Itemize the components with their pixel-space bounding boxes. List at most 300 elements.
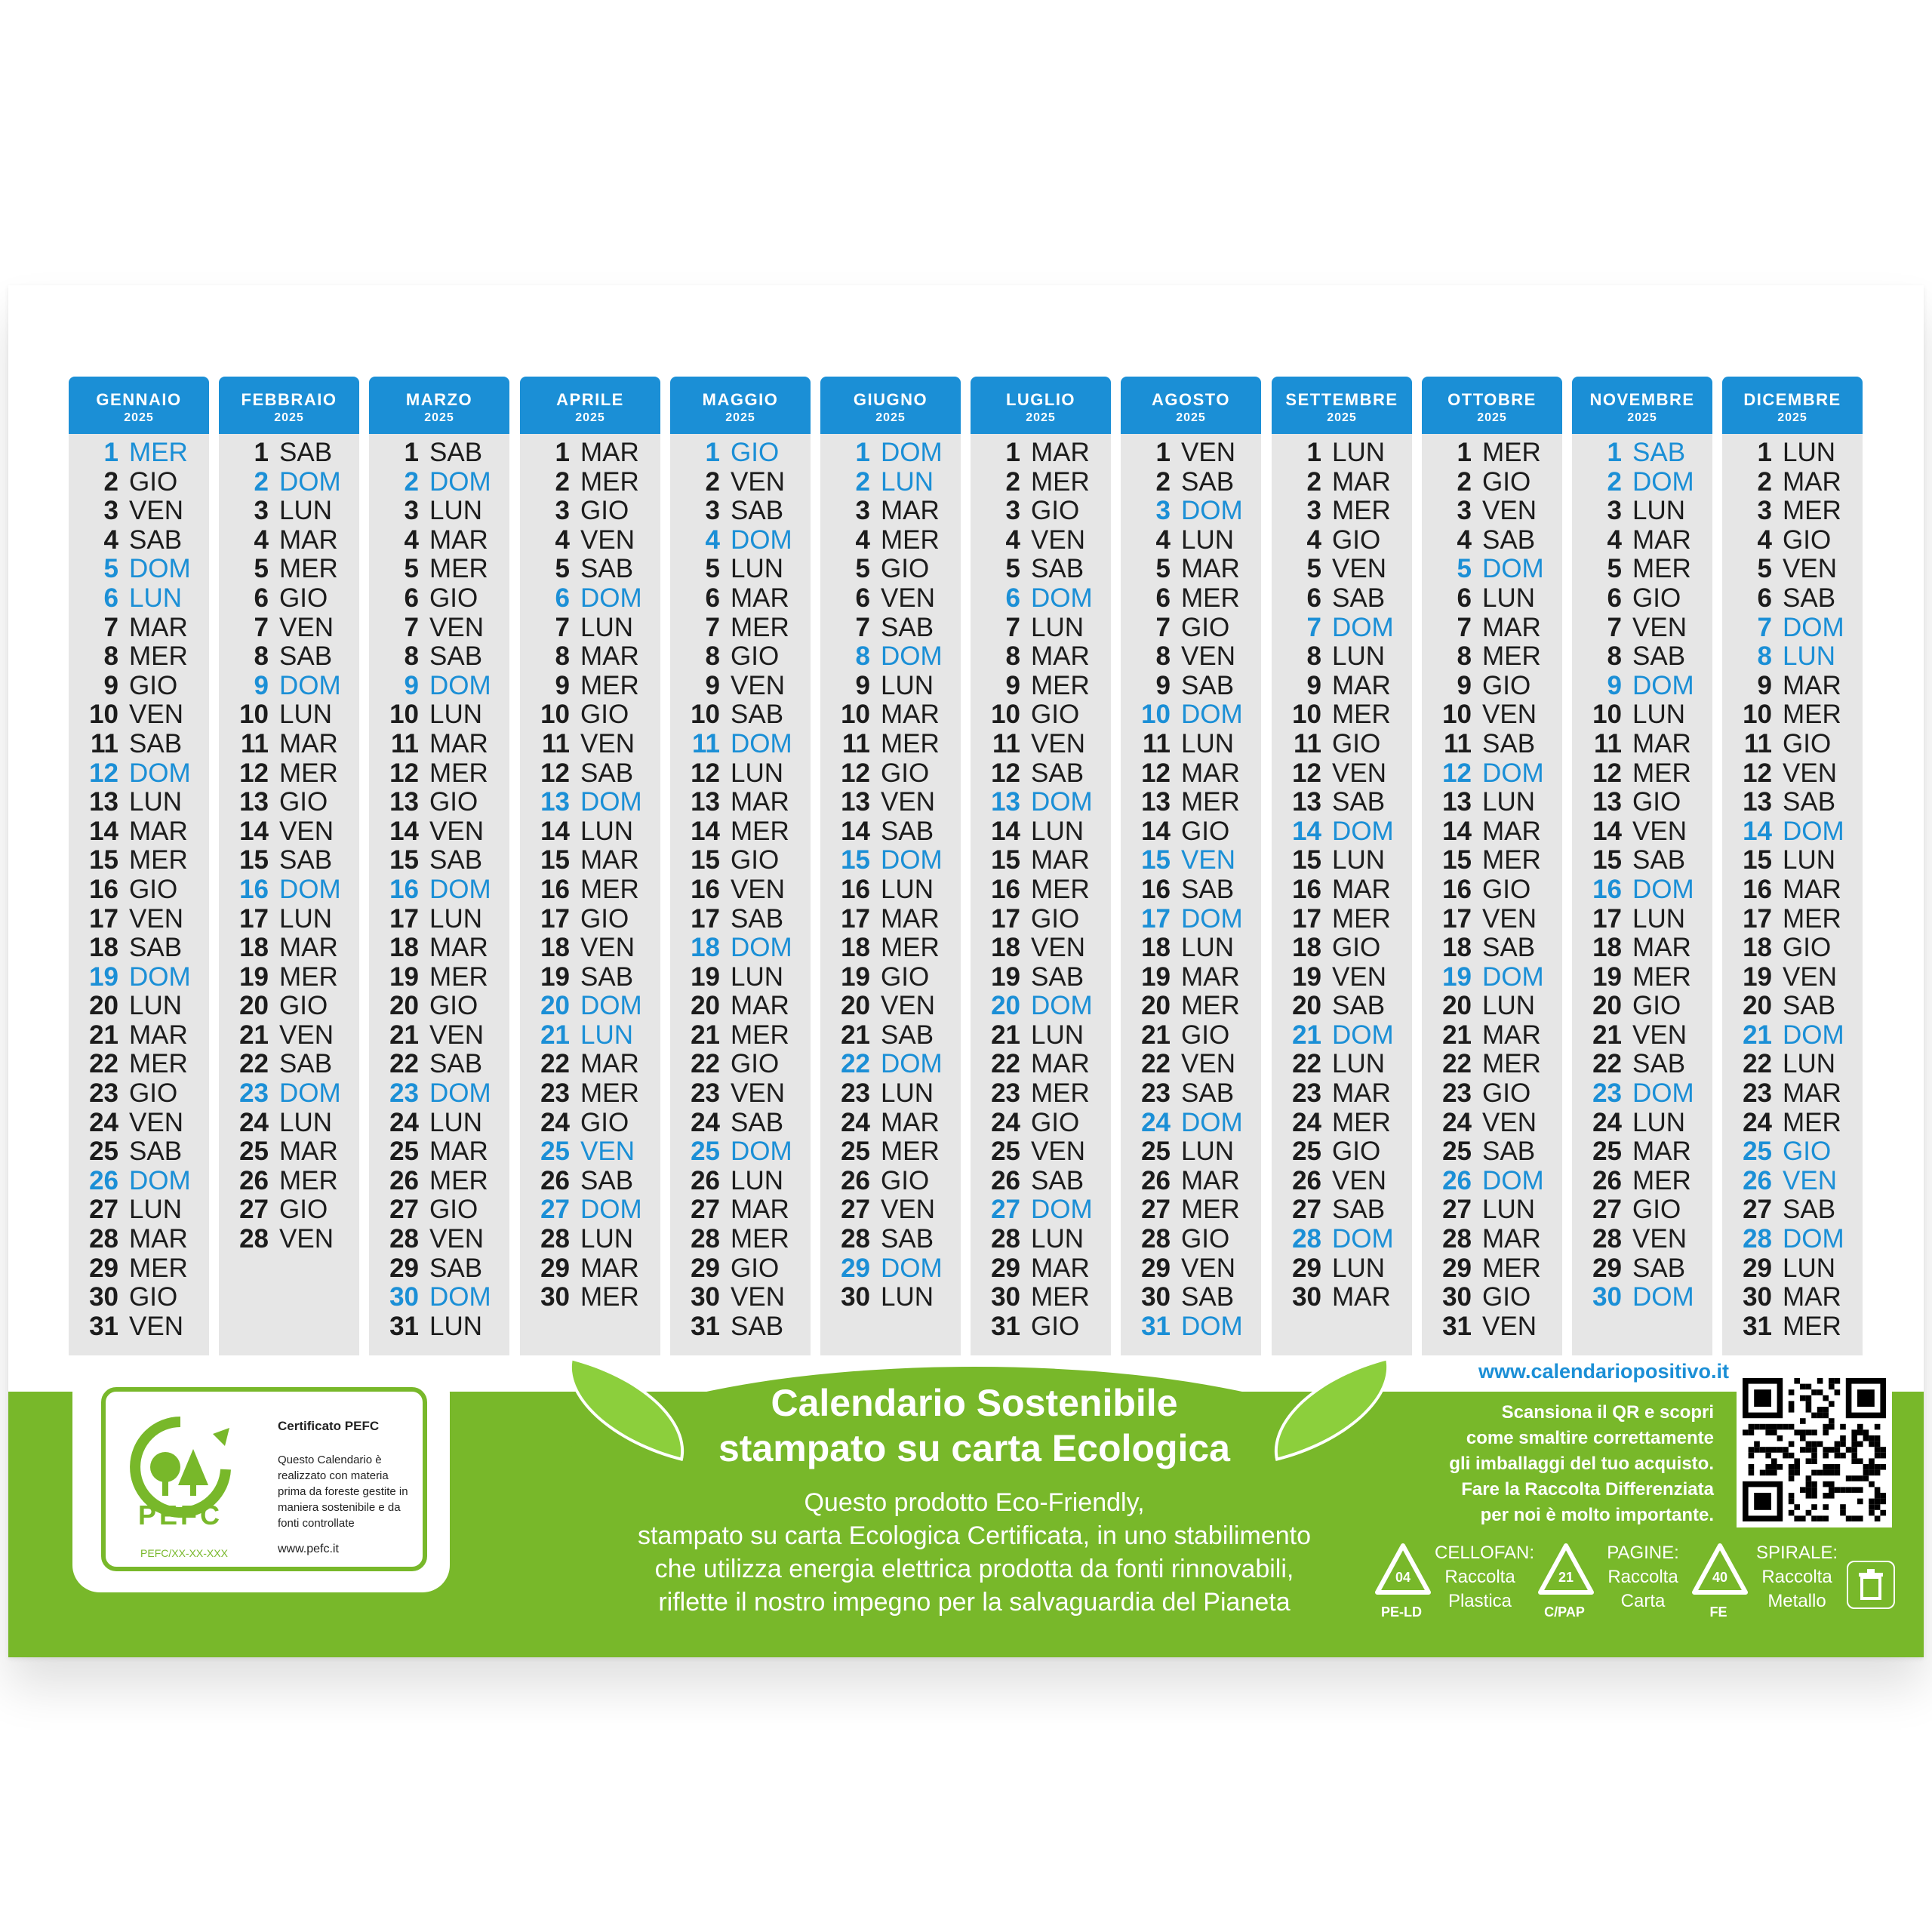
day-weekday: DOM <box>1632 466 1694 497</box>
day-weekday: MAR <box>881 903 940 934</box>
day-weekday: MER <box>1181 583 1240 613</box>
day-row <box>820 642 961 672</box>
month-name: MAGGIO <box>702 390 779 409</box>
day-row <box>1121 642 1261 672</box>
month-year: 2025 <box>575 411 605 424</box>
day-row <box>219 1109 359 1138</box>
day-number: 17 <box>389 903 419 934</box>
day-number: 26 <box>1743 1165 1772 1195</box>
day-row <box>820 934 961 963</box>
month-year: 2025 <box>1176 411 1206 424</box>
day-weekday: SAB <box>881 1020 934 1050</box>
day-number: 22 <box>991 1049 1020 1079</box>
day-number: 23 <box>991 1078 1020 1109</box>
day-row <box>971 1283 1111 1312</box>
day-row <box>1121 905 1261 934</box>
day-number: 27 <box>841 1195 870 1225</box>
day-row <box>1121 934 1261 963</box>
day-weekday: VEN <box>1783 1165 1837 1195</box>
day-number: 21 <box>841 1020 870 1050</box>
day-row <box>971 614 1111 643</box>
day-weekday: DOM <box>1181 700 1243 730</box>
day-weekday: LUN <box>279 496 333 526</box>
day-row <box>1422 730 1562 759</box>
day-row <box>69 934 209 963</box>
day-weekday: MAR <box>881 496 940 526</box>
day-weekday: MAR <box>279 728 338 758</box>
day-weekday: DOM <box>1482 1165 1544 1195</box>
day-weekday: SAB <box>1482 933 1536 963</box>
day-number: 14 <box>540 816 570 846</box>
day-weekday: MAR <box>429 525 488 555</box>
day-row <box>1272 497 1412 526</box>
day-number: 30 <box>1141 1282 1171 1312</box>
qr-code[interactable] <box>1737 1372 1892 1527</box>
day-row <box>971 730 1111 759</box>
month-name: FEBBRAIO <box>241 390 337 409</box>
month-column <box>369 377 509 1355</box>
day-weekday: SAB <box>1632 1049 1686 1079</box>
pefc-certificate-frame <box>101 1387 427 1571</box>
day-number: 17 <box>1292 903 1321 934</box>
day-number: 15 <box>691 845 720 875</box>
day-number: 26 <box>239 1165 269 1195</box>
day-number: 1 <box>1757 438 1772 467</box>
pefc-logo-text: PEFC <box>137 1500 223 1526</box>
day-weekday: GIO <box>731 845 780 875</box>
month-year: 2025 <box>1477 411 1507 424</box>
month-header <box>1572 377 1712 434</box>
day-weekday: MER <box>279 1165 338 1195</box>
day-row <box>369 846 509 875</box>
day-number: 6 <box>855 583 870 613</box>
month-header <box>369 377 509 434</box>
day-number: 16 <box>389 874 419 904</box>
day-row <box>369 1079 509 1109</box>
day-number: 19 <box>991 961 1020 992</box>
qr-caption-line: come smaltire correttamente <box>1466 1428 1714 1448</box>
day-weekday: SAB <box>1181 1282 1235 1312</box>
day-weekday: GIO <box>1031 1311 1080 1341</box>
day-number: 6 <box>1155 583 1171 613</box>
month-column <box>1272 377 1412 1355</box>
day-number: 19 <box>1141 961 1171 992</box>
day-weekday: MAR <box>279 933 338 963</box>
day-row <box>369 555 509 584</box>
day-weekday: SAB <box>1783 1195 1836 1225</box>
day-row <box>1422 905 1562 934</box>
day-row <box>1722 1312 1863 1342</box>
day-number: 24 <box>1743 1107 1772 1137</box>
certificate-text: Questo Calendario è realizzato con materia prima da foreste gestite in maniera sostenibile e da fonti controllate <box>278 1454 408 1530</box>
day-weekday: VEN <box>1783 758 1837 788</box>
day-row <box>219 672 359 701</box>
day-weekday: SAB <box>429 1253 483 1283</box>
day-number: 31 <box>389 1311 419 1341</box>
day-weekday: GIO <box>129 1078 178 1109</box>
month-days <box>1572 434 1712 1355</box>
day-number: 21 <box>991 1020 1020 1050</box>
day-number: 11 <box>1444 728 1472 758</box>
day-row <box>1572 672 1712 701</box>
day-row <box>670 817 811 847</box>
day-number: 27 <box>389 1195 419 1225</box>
day-row <box>1422 700 1562 730</box>
day-weekday: GIO <box>1181 612 1230 642</box>
day-number: 1 <box>1457 438 1472 467</box>
day-number: 24 <box>991 1107 1020 1137</box>
trash-bin-icon <box>1847 1561 1895 1609</box>
day-weekday: LUN <box>580 1020 634 1050</box>
day-weekday: DOM <box>1632 670 1694 700</box>
day-row <box>670 438 811 468</box>
day-weekday: VEN <box>1031 1137 1085 1167</box>
day-weekday: SAB <box>1482 728 1536 758</box>
day-number: 30 <box>1743 1282 1772 1312</box>
day-weekday: DOM <box>429 466 491 497</box>
day-row <box>1272 672 1412 701</box>
day-weekday: VEN <box>1332 1165 1386 1195</box>
month-days <box>369 434 509 1355</box>
day-row <box>1722 555 1863 584</box>
day-row <box>520 1079 660 1109</box>
day-number: 7 <box>1155 612 1171 642</box>
month-days <box>219 434 359 1355</box>
day-weekday: MER <box>1031 466 1090 497</box>
day-number: 27 <box>1592 1195 1622 1225</box>
day-weekday: MAR <box>580 1253 639 1283</box>
day-number: 18 <box>89 933 118 963</box>
day-number: 13 <box>841 787 870 817</box>
day-row <box>1272 817 1412 847</box>
day-number: 15 <box>1292 845 1321 875</box>
day-number: 7 <box>404 612 419 642</box>
day-number: 28 <box>389 1224 419 1254</box>
day-weekday: LUN <box>1031 1020 1084 1050</box>
pefc-code: PEFC/XX-XX-XXX <box>140 1547 228 1559</box>
day-weekday: MAR <box>129 1020 188 1050</box>
day-weekday: VEN <box>1482 1107 1537 1137</box>
day-number: 16 <box>691 874 720 904</box>
day-weekday: LUN <box>731 554 784 584</box>
day-number: 20 <box>1292 991 1321 1021</box>
day-number: 3 <box>254 496 269 526</box>
day-number: 15 <box>1442 845 1472 875</box>
day-weekday: GIO <box>429 787 478 817</box>
day-row <box>1121 468 1261 497</box>
day-number: 24 <box>1442 1107 1472 1137</box>
footer-body-line: riflette il nostro impegno per la salvaguardia del Pianeta <box>658 1588 1291 1617</box>
month-days <box>1121 434 1261 1355</box>
day-weekday: LUN <box>881 466 934 497</box>
day-weekday: VEN <box>1031 933 1085 963</box>
qr-caption-line: gli imballaggi del tuo acquisto. <box>1449 1454 1714 1474</box>
day-number: 9 <box>1306 670 1321 700</box>
day-number: 4 <box>404 525 419 555</box>
day-row <box>1722 934 1863 963</box>
day-weekday: SAB <box>731 1107 784 1137</box>
day-number: 3 <box>555 496 570 526</box>
day-weekday: MAR <box>1332 1078 1391 1109</box>
day-number: 29 <box>991 1253 1020 1283</box>
day-number: 6 <box>1005 583 1020 613</box>
day-number: 22 <box>1592 1049 1622 1079</box>
day-row <box>971 700 1111 730</box>
day-number: 16 <box>1442 874 1472 904</box>
day-number: 1 <box>555 438 570 467</box>
day-number: 1 <box>1607 438 1622 467</box>
day-row <box>1272 642 1412 672</box>
day-row <box>369 934 509 963</box>
day-number: 30 <box>89 1282 118 1312</box>
day-weekday: GIO <box>129 874 178 904</box>
day-number: 5 <box>1155 554 1171 584</box>
day-row <box>219 905 359 934</box>
day-row <box>1722 1079 1863 1109</box>
day-weekday: VEN <box>580 525 635 555</box>
day-number: 14 <box>841 816 870 846</box>
day-weekday: GIO <box>1632 787 1681 817</box>
day-weekday: MER <box>580 874 639 904</box>
day-weekday: MER <box>580 1078 639 1109</box>
day-row <box>670 1195 811 1225</box>
day-weekday: MAR <box>881 700 940 730</box>
day-number: 29 <box>1592 1253 1622 1283</box>
day-weekday: DOM <box>1181 1107 1243 1137</box>
day-weekday: LUN <box>580 1224 634 1254</box>
day-row <box>520 642 660 672</box>
day-row <box>1572 1021 1712 1051</box>
day-row <box>670 614 811 643</box>
day-row <box>1422 1137 1562 1167</box>
day-number: 28 <box>1592 1224 1622 1254</box>
day-weekday: SAB <box>429 641 483 672</box>
day-weekday: SAB <box>881 612 934 642</box>
certificate-url[interactable]: www.pefc.it <box>278 1543 339 1555</box>
day-weekday: MER <box>580 1282 639 1312</box>
day-row <box>219 1021 359 1051</box>
day-weekday: VEN <box>1181 1049 1235 1079</box>
day-row <box>971 1225 1111 1254</box>
day-weekday: VEN <box>580 933 635 963</box>
day-weekday: VEN <box>731 874 785 904</box>
day-row <box>820 1079 961 1109</box>
day-number: 14 <box>239 816 269 846</box>
day-row <box>971 642 1111 672</box>
day-weekday: SAB <box>1332 787 1386 817</box>
day-weekday: LUN <box>1332 845 1386 875</box>
day-weekday: VEN <box>129 1107 183 1137</box>
day-number: 20 <box>1141 991 1171 1021</box>
day-weekday: MAR <box>1482 1224 1541 1254</box>
day-weekday: VEN <box>429 612 484 642</box>
day-row <box>369 614 509 643</box>
day-row <box>1722 700 1863 730</box>
day-weekday: LUN <box>429 700 483 730</box>
day-weekday: MER <box>129 1253 188 1283</box>
day-weekday: LUN <box>1181 933 1235 963</box>
day-number: 30 <box>691 1282 720 1312</box>
day-row <box>69 468 209 497</box>
day-row <box>971 1195 1111 1225</box>
day-weekday: GIO <box>1482 874 1531 904</box>
day-weekday: SAB <box>1332 1195 1386 1225</box>
day-weekday: MAR <box>1181 758 1240 788</box>
day-row <box>369 788 509 817</box>
day-row <box>1422 1283 1562 1312</box>
day-number: 11 <box>992 728 1020 758</box>
day-weekday: LUN <box>1783 845 1836 875</box>
day-number: 11 <box>542 728 570 758</box>
day-weekday: SAB <box>429 438 483 467</box>
day-row <box>1572 584 1712 614</box>
day-number: 15 <box>1141 845 1171 875</box>
day-number: 5 <box>1457 554 1472 584</box>
day-weekday: VEN <box>1031 525 1085 555</box>
day-weekday: GIO <box>1031 700 1080 730</box>
day-weekday: SAB <box>1181 670 1235 700</box>
day-weekday: MAR <box>1783 1078 1841 1109</box>
day-number: 8 <box>254 641 269 672</box>
day-number: 7 <box>855 612 870 642</box>
day-row <box>1572 1167 1712 1196</box>
day-weekday: GIO <box>580 903 629 934</box>
day-weekday: MAR <box>580 845 639 875</box>
day-number: 11 <box>391 728 419 758</box>
day-weekday: MAR <box>1181 1165 1240 1195</box>
day-row <box>1422 817 1562 847</box>
month-year: 2025 <box>424 411 454 424</box>
day-weekday: GIO <box>129 670 178 700</box>
day-number: 27 <box>1442 1195 1472 1225</box>
day-weekday: SAB <box>1482 525 1536 555</box>
day-weekday: MER <box>1031 874 1090 904</box>
day-weekday: GIO <box>1332 525 1381 555</box>
day-weekday: MER <box>279 758 338 788</box>
day-number: 9 <box>555 670 570 700</box>
month-header <box>1121 377 1261 434</box>
day-weekday: GIO <box>1181 1020 1230 1050</box>
month-days <box>1722 434 1863 1355</box>
day-weekday: GIO <box>1632 583 1681 613</box>
day-number: 25 <box>89 1137 118 1167</box>
day-weekday: LUN <box>279 903 333 934</box>
day-number: 1 <box>1155 438 1171 467</box>
day-row <box>1272 438 1412 468</box>
day-number: 25 <box>991 1137 1020 1167</box>
day-row <box>670 788 811 817</box>
day-row <box>1121 584 1261 614</box>
day-weekday: DOM <box>129 758 191 788</box>
day-weekday: SAB <box>429 845 483 875</box>
day-number: 16 <box>1592 874 1622 904</box>
day-row <box>1422 759 1562 789</box>
day-number: 8 <box>1457 641 1472 672</box>
day-row <box>670 1021 811 1051</box>
day-row <box>69 730 209 759</box>
day-weekday: GIO <box>1482 466 1531 497</box>
day-weekday: SAB <box>731 903 784 934</box>
day-number: 27 <box>991 1195 1020 1225</box>
month-column <box>820 377 961 1355</box>
day-number: 17 <box>991 903 1020 934</box>
day-row <box>1121 963 1261 992</box>
day-row <box>1422 438 1562 468</box>
day-number: 19 <box>1743 961 1772 992</box>
day-row <box>369 1195 509 1225</box>
day-row <box>369 875 509 905</box>
day-weekday: GIO <box>580 700 629 730</box>
day-row <box>971 1021 1111 1051</box>
day-weekday: LUN <box>1332 1253 1386 1283</box>
month-name: SETTEMBRE <box>1285 390 1398 409</box>
day-number: 5 <box>103 554 118 584</box>
day-row <box>1121 438 1261 468</box>
day-weekday: MAR <box>429 933 488 963</box>
day-weekday: MAR <box>1332 874 1391 904</box>
day-number: 30 <box>841 1282 870 1312</box>
day-weekday: LUN <box>1031 1224 1084 1254</box>
day-weekday: SAB <box>1031 554 1084 584</box>
day-row <box>520 905 660 934</box>
day-weekday: VEN <box>1181 1253 1235 1283</box>
day-weekday: VEN <box>580 728 635 758</box>
day-row <box>1121 1137 1261 1167</box>
day-weekday: SAB <box>1332 991 1386 1021</box>
day-weekday: LUN <box>731 1165 784 1195</box>
day-row <box>971 526 1111 555</box>
website-link[interactable]: www.calendariopositivo.it <box>1478 1360 1729 1383</box>
day-number: 26 <box>1292 1165 1321 1195</box>
day-row <box>1121 759 1261 789</box>
day-weekday: GIO <box>731 438 780 467</box>
day-weekday: DOM <box>881 641 943 672</box>
day-row <box>520 1225 660 1254</box>
day-row <box>971 992 1111 1021</box>
day-row <box>520 700 660 730</box>
day-row <box>820 1021 961 1051</box>
day-number: 13 <box>1141 787 1171 817</box>
day-row <box>1722 614 1863 643</box>
day-row <box>219 497 359 526</box>
day-row <box>1272 526 1412 555</box>
day-number: 4 <box>1155 525 1171 555</box>
day-weekday: MAR <box>580 1049 639 1079</box>
day-weekday: DOM <box>1181 496 1243 526</box>
day-row <box>369 584 509 614</box>
day-weekday: VEN <box>1181 845 1235 875</box>
day-number: 20 <box>540 991 570 1021</box>
day-weekday: GIO <box>1031 1107 1080 1137</box>
day-row <box>520 1283 660 1312</box>
day-row <box>369 1283 509 1312</box>
day-weekday: GIO <box>1332 1137 1381 1167</box>
day-row <box>1272 1283 1412 1312</box>
month-year: 2025 <box>1327 411 1357 424</box>
day-number: 1 <box>855 438 870 467</box>
day-number: 8 <box>1005 641 1020 672</box>
day-number: 28 <box>991 1224 1020 1254</box>
day-row <box>971 788 1111 817</box>
day-weekday: DOM <box>731 933 792 963</box>
day-number: 18 <box>389 933 419 963</box>
day-number: 19 <box>841 961 870 992</box>
day-weekday: DOM <box>1031 1195 1093 1225</box>
day-row <box>1722 1167 1863 1196</box>
day-weekday: GIO <box>279 991 328 1021</box>
day-number: 21 <box>1292 1020 1321 1050</box>
day-number: 19 <box>389 961 419 992</box>
